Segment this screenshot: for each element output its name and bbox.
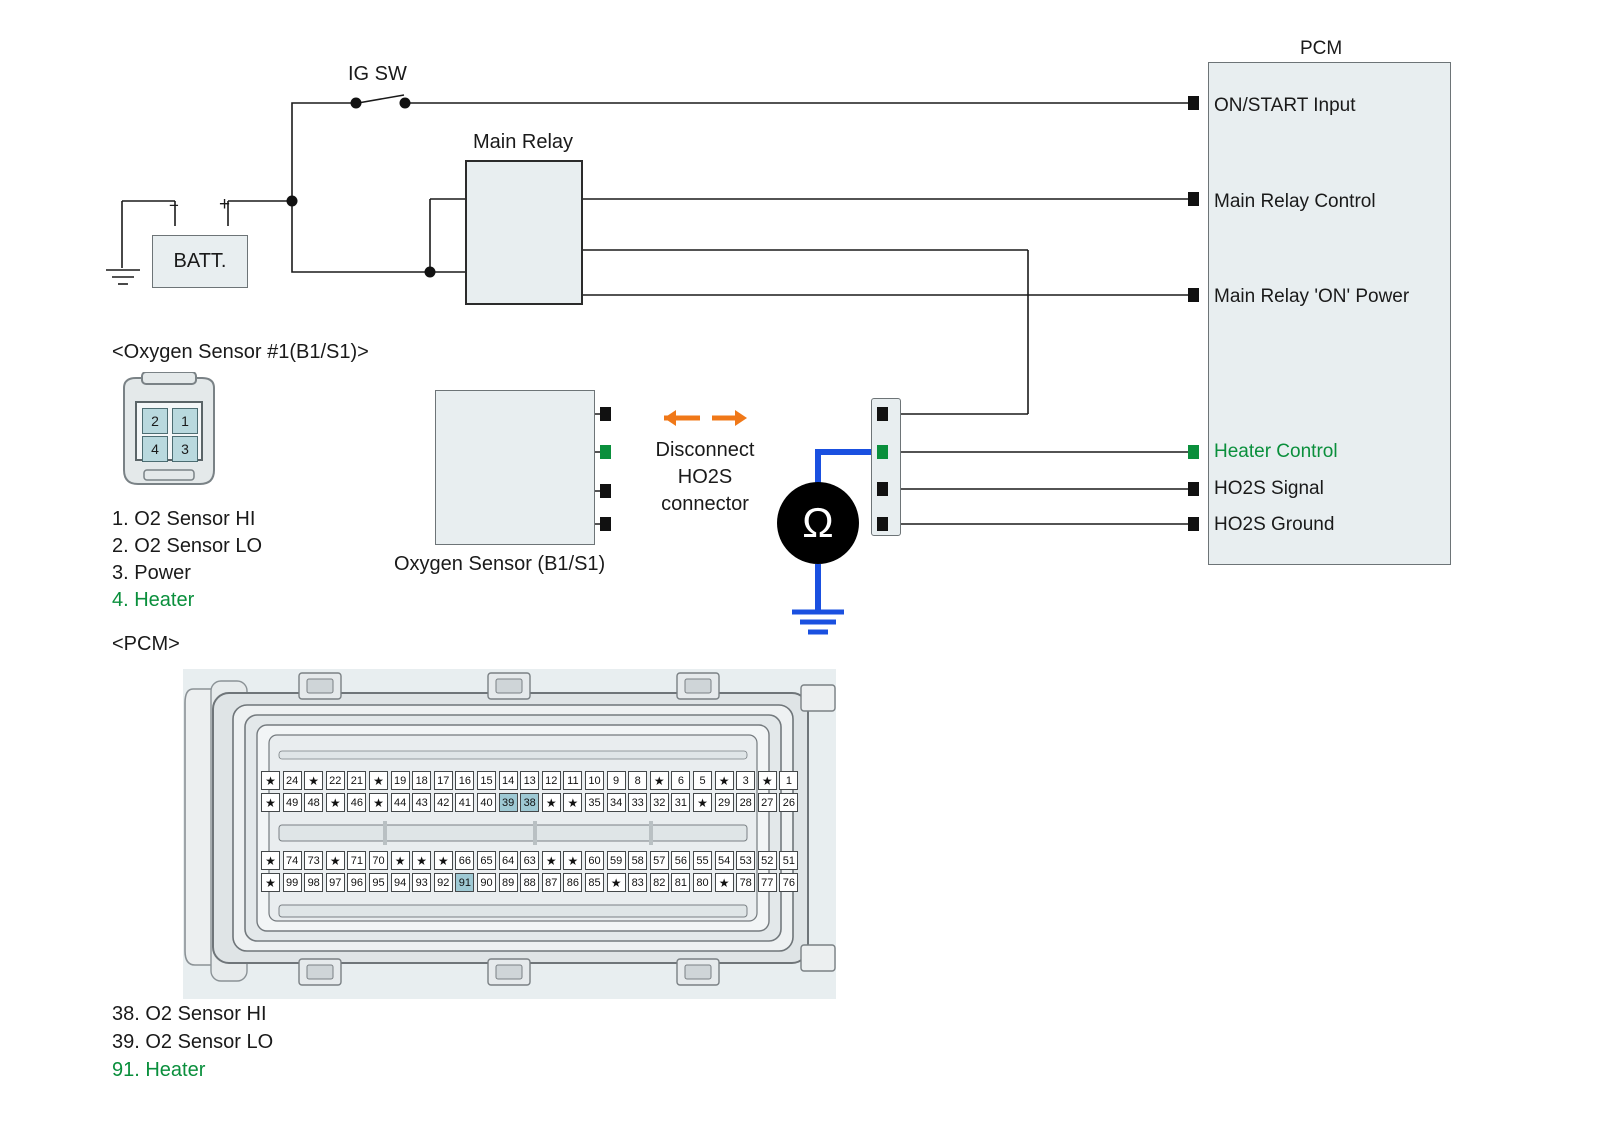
pcm-pin-on-start xyxy=(1188,96,1199,110)
pcm-pin-41: 41 xyxy=(455,793,474,812)
pcm-pin-13: 13 xyxy=(520,771,539,790)
pcm-pin-8: 8 xyxy=(628,771,647,790)
pcm-pin-blank: ★ xyxy=(304,771,323,790)
pcm-pin-76: 76 xyxy=(779,873,798,892)
pcm-pin-blank: ★ xyxy=(369,793,388,812)
pcm-pin-59: 59 xyxy=(607,851,626,870)
pcm-pin-51: 51 xyxy=(779,851,798,870)
pcm-pin-96: 96 xyxy=(347,873,366,892)
pcm-label-on-start: ON/START Input xyxy=(1214,95,1356,116)
o2-pin-3: 3 xyxy=(172,436,198,462)
pcm-pin-91: 91 xyxy=(455,873,474,892)
pcm-pin-blank: ★ xyxy=(261,851,280,870)
pcm-label-heater-control: Heater Control xyxy=(1214,441,1338,462)
pcm-pin-38: 38 xyxy=(520,793,539,812)
pcm-pin-blank: ★ xyxy=(261,793,280,812)
pcm-pin-blank: ★ xyxy=(326,851,345,870)
pcm-pin-heater-control xyxy=(1188,445,1199,459)
main-relay-label: Main Relay xyxy=(473,131,574,153)
pcm-pin-55: 55 xyxy=(693,851,712,870)
pcm-pin-29: 29 xyxy=(715,793,734,812)
oxygen-sensor-connector-title: <Oxygen Sensor #1(B1/S1)> xyxy=(112,341,369,363)
pcm-pin-ho2s-signal xyxy=(1188,482,1199,496)
pcm-pin-17: 17 xyxy=(434,771,453,790)
pcm-pin-57: 57 xyxy=(650,851,669,870)
sensor-symbol-pin-4 xyxy=(600,517,611,531)
pcm-pin-15: 15 xyxy=(477,771,496,790)
battery-plus-label: + xyxy=(219,194,231,215)
oxygen-sensor-symbol-caption: Oxygen Sensor (B1/S1) xyxy=(394,553,606,575)
pcm-label-main-relay-on-power: Main Relay 'ON' Power xyxy=(1214,286,1410,307)
pcm-pin-35: 35 xyxy=(585,793,604,812)
pcm-pin-63: 63 xyxy=(520,851,539,870)
pcm-pin-85: 85 xyxy=(585,873,604,892)
pcm-pin-81: 81 xyxy=(671,873,690,892)
pcm-pin-89: 89 xyxy=(499,873,518,892)
pcm-pin-blank: ★ xyxy=(369,771,388,790)
pcm-pin-56: 56 xyxy=(671,851,690,870)
pcm-title: PCM xyxy=(1300,38,1343,59)
pcm-pin-92: 92 xyxy=(434,873,453,892)
pcm-pin-main-relay-control xyxy=(1188,192,1199,206)
o2-pin-4: 4 xyxy=(142,436,168,462)
pcm-pin-44: 44 xyxy=(391,793,410,812)
sensor-symbol-pin-3 xyxy=(600,484,611,498)
battery-box: BATT. xyxy=(152,235,248,288)
pcm-pin-blank: ★ xyxy=(391,851,410,870)
pcm-pin-31: 31 xyxy=(671,793,690,812)
harness-pin-heater xyxy=(877,445,888,459)
pcm-pin-14: 14 xyxy=(499,771,518,790)
pcm-pin-blank: ★ xyxy=(607,873,626,892)
pcm-pin-27: 27 xyxy=(758,793,777,812)
pcm-pin-87: 87 xyxy=(542,873,561,892)
pcm-pin-94: 94 xyxy=(391,873,410,892)
pcm-pin-3: 3 xyxy=(736,771,755,790)
pcm-pin-blank: ★ xyxy=(758,771,777,790)
pcm-pin-70: 70 xyxy=(369,851,388,870)
pcm-pin-54: 54 xyxy=(715,851,734,870)
o2-legend-1: 1. O2 Sensor HI xyxy=(112,508,256,530)
pcm-pin-main-relay-on-power xyxy=(1188,288,1199,302)
pcm-pin-32: 32 xyxy=(650,793,669,812)
pcm-pin-60: 60 xyxy=(585,851,604,870)
harness-pin-signal xyxy=(877,482,888,496)
pcm-pin-73: 73 xyxy=(304,851,323,870)
pcm-legend-39: 39. O2 Sensor LO xyxy=(112,1031,274,1053)
sensor-symbol-pin-1 xyxy=(600,407,611,421)
pcm-pin-88: 88 xyxy=(520,873,539,892)
pcm-pin-1: 1 xyxy=(779,771,798,790)
pcm-pin-95: 95 xyxy=(369,873,388,892)
pcm-pin-blank: ★ xyxy=(261,771,280,790)
harness-pin-1 xyxy=(877,407,888,421)
o2-legend-3: 3. Power xyxy=(112,562,191,584)
pcm-pin-28: 28 xyxy=(736,793,755,812)
pcm-section-label: <PCM> xyxy=(112,633,180,655)
pcm-pin-12: 12 xyxy=(542,771,561,790)
ohm-icon: Ω xyxy=(802,499,834,546)
pcm-pin-48: 48 xyxy=(304,793,323,812)
pcm-pin-46: 46 xyxy=(347,793,366,812)
sensor-symbol-pin-heater xyxy=(600,445,611,459)
pcm-pin-90: 90 xyxy=(477,873,496,892)
pcm-pin-71: 71 xyxy=(347,851,366,870)
pcm-pin-43: 43 xyxy=(412,793,431,812)
o2-legend-2: 2. O2 Sensor LO xyxy=(112,535,263,557)
disconnect-note: Disconnect HO2S connector xyxy=(655,439,755,515)
pcm-pin-40: 40 xyxy=(477,793,496,812)
pcm-pin-16: 16 xyxy=(455,771,474,790)
pcm-pin-64: 64 xyxy=(499,851,518,870)
pcm-legend-38: 38. O2 Sensor HI xyxy=(112,1003,267,1025)
o2-pin-2: 2 xyxy=(142,408,168,434)
pcm-pin-34: 34 xyxy=(607,793,626,812)
pcm-pin-77: 77 xyxy=(758,873,777,892)
pcm-pin-52: 52 xyxy=(758,851,777,870)
pcm-pin-49: 49 xyxy=(283,793,302,812)
pcm-connector-photo xyxy=(183,669,836,999)
pcm-pin-blank: ★ xyxy=(563,793,582,812)
pcm-pin-blank: ★ xyxy=(715,771,734,790)
battery-minus-label: − xyxy=(169,196,179,215)
pcm-pin-6: 6 xyxy=(671,771,690,790)
pcm-pin-blank: ★ xyxy=(563,851,582,870)
pcm-pin-blank: ★ xyxy=(261,873,280,892)
pcm-pin-65: 65 xyxy=(477,851,496,870)
oxygen-sensor-symbol-box xyxy=(435,390,595,545)
pcm-pin-5: 5 xyxy=(693,771,712,790)
oxygen-sensor-connector-graphic xyxy=(110,372,228,494)
pcm-pin-97: 97 xyxy=(326,873,345,892)
pcm-pin-86: 86 xyxy=(563,873,582,892)
pcm-pin-blank: ★ xyxy=(693,793,712,812)
pcm-pin-blank: ★ xyxy=(542,793,561,812)
o2-pin-1: 1 xyxy=(172,408,198,434)
pcm-pin-21: 21 xyxy=(347,771,366,790)
pcm-pin-66: 66 xyxy=(455,851,474,870)
pcm-pin-11: 11 xyxy=(563,771,582,790)
pcm-label-ho2s-ground: HO2S Ground xyxy=(1214,514,1335,535)
pcm-pin-33: 33 xyxy=(628,793,647,812)
pcm-pin-22: 22 xyxy=(326,771,345,790)
pcm-pin-26: 26 xyxy=(779,793,798,812)
pcm-pin-blank: ★ xyxy=(715,873,734,892)
main-relay-box xyxy=(465,160,583,305)
pcm-pin-98: 98 xyxy=(304,873,323,892)
pcm-pin-42: 42 xyxy=(434,793,453,812)
pcm-pin-9: 9 xyxy=(607,771,626,790)
ignition-switch-label: IG SW xyxy=(348,63,407,85)
pcm-label-main-relay-control: Main Relay Control xyxy=(1214,191,1376,212)
pcm-pin-58: 58 xyxy=(628,851,647,870)
pcm-pin-99: 99 xyxy=(283,873,302,892)
pcm-pin-82: 82 xyxy=(650,873,669,892)
pcm-pin-24: 24 xyxy=(283,771,302,790)
pcm-pin-83: 83 xyxy=(628,873,647,892)
pcm-label-ho2s-signal: HO2S Signal xyxy=(1214,478,1324,499)
pcm-pin-ho2s-ground xyxy=(1188,517,1199,531)
pcm-pin-93: 93 xyxy=(412,873,431,892)
pcm-pin-19: 19 xyxy=(391,771,410,790)
pcm-pin-18: 18 xyxy=(412,771,431,790)
pcm-pin-blank: ★ xyxy=(412,851,431,870)
pcm-pin-blank: ★ xyxy=(542,851,561,870)
pcm-pin-blank: ★ xyxy=(434,851,453,870)
pcm-pin-53: 53 xyxy=(736,851,755,870)
pcm-pin-blank: ★ xyxy=(326,793,345,812)
pcm-pin-78: 78 xyxy=(736,873,755,892)
pcm-pin-39: 39 xyxy=(499,793,518,812)
pcm-legend-91: 91. Heater xyxy=(112,1059,206,1081)
pcm-pin-74: 74 xyxy=(283,851,302,870)
harness-pin-ground xyxy=(877,517,888,531)
pcm-pin-80: 80 xyxy=(693,873,712,892)
pcm-pin-10: 10 xyxy=(585,771,604,790)
o2-legend-4: 4. Heater xyxy=(112,589,195,611)
pcm-pin-blank: ★ xyxy=(650,771,669,790)
